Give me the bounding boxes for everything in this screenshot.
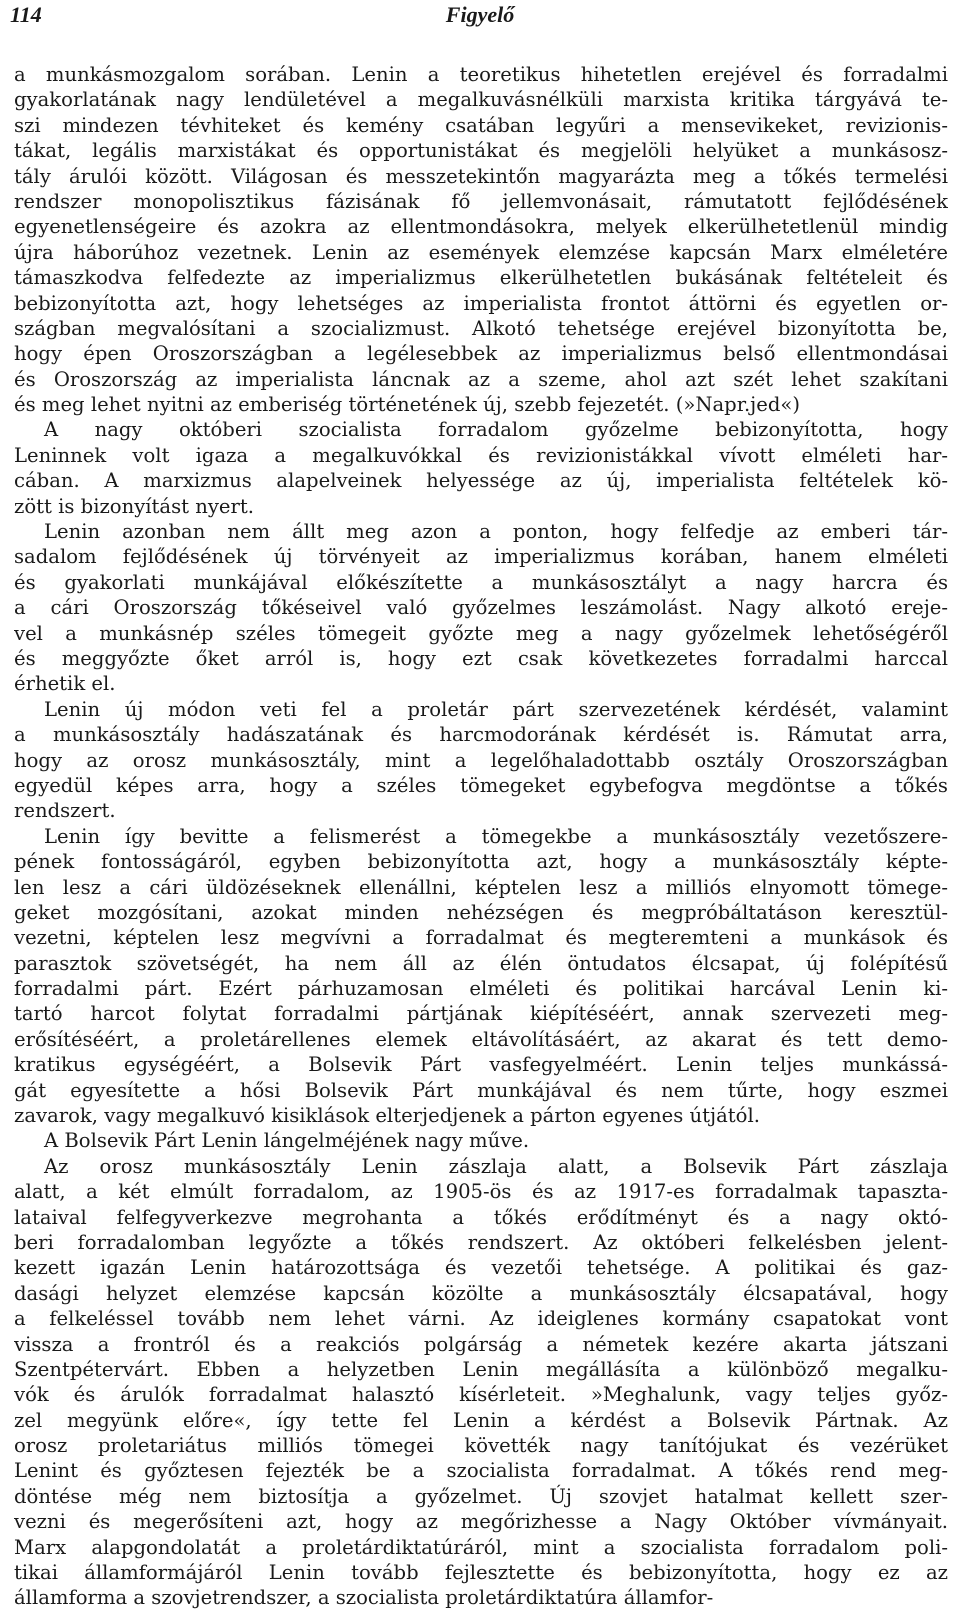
paragraph <box>14 697 948 824</box>
text-line: szágban megvalósítani a szocializmust. Alkotó tehetsége erejével bizonyította be, <box>14 316 948 340</box>
text-line: érhetik el. <box>14 672 116 696</box>
text-line: erősítéséért, a proletárellenes elemek eltávolításáért, az akarat és tett demo- <box>14 1027 948 1051</box>
text-line: hogy épen Oroszországban a legélesebbek az imperializmus belső ellentmondásai <box>14 342 948 366</box>
paragraph <box>14 417 948 519</box>
paragraph <box>14 824 948 1129</box>
running-head <box>0 0 960 40</box>
text-line: vissza a frontról és a reakciós polgárság a németek kezére akarta játszani <box>14 1332 948 1356</box>
text-line: vezetni, képtelen lesz megvívni a forradalmat és megteremteni a munkások és <box>14 926 948 950</box>
text-line: parasztok szövetségét, ha nem áll az élén öntudatos élcsapat, új folépítésű <box>14 951 948 975</box>
text-line: vók és árulók forradalmat halasztó kísérleteit. »Meghalunk, vagy teljes győz- <box>14 1383 948 1407</box>
text-line: alatt, a két elmúlt forradalom, az 1905-ös és az 1917-es forradalmak tapaszta- <box>14 1180 948 1204</box>
text-line: cában. A marxizmus alapelveinek helyessége az új, imperialista feltételek kö- <box>14 469 948 493</box>
text-line: Leninnek volt igaza a megalkuvókkal és revizionistákkal vívott elméleti har- <box>14 443 948 467</box>
text-line: és meg lehet nyitni az emberiség történetének új, szebb fejezetét. (»Napr.jed«) <box>14 393 801 417</box>
text-line: A Bolsevik Párt Lenin lángelméjének nagy műve. <box>44 1129 530 1153</box>
text-line: Lenin azonban nem állt meg azon a ponton, hogy felfedje az emberi tár- <box>44 520 948 544</box>
paragraph <box>14 1154 948 1611</box>
text-line: Marx alapgondolatát a proletárdiktatúráról, mint a szocialista forradalom poli- <box>14 1535 948 1559</box>
text-line: államforma a szovjetrendszer, a szocialista proletárdiktatúra államfor- <box>14 1586 714 1610</box>
text-line: gát egyesítette a hősi Bolsevik Párt munkájával és nem tűrte, hogy eszmei <box>14 1078 948 1102</box>
text-line: és meggyőzte őket arról is, hogy ezt csak következetes forradalmi harccal <box>14 646 948 670</box>
text-line: orosz proletariátus milliós tömegei követték nagy tanítójukat és vezérüket <box>14 1434 948 1458</box>
text-line: a munkásmozgalom sorában. Lenin a teoretikus hihetetlen erejével és forradalmi <box>14 63 948 86</box>
text-line: tartó harcot folytat forradalmi pártjának kiépítéséért, annak szervezeti meg- <box>14 1002 948 1026</box>
text-line: Az orosz munkásosztály Lenin zászlaja alatt, a Bolsevik Párt zászlaja <box>44 1154 948 1178</box>
text-line: a felkeléssel tovább nem lehet várni. Az ideiglenes kormány csapatokat vont <box>14 1307 948 1331</box>
text-line: szi mindezen tévhiteket és kemény csatában legyűri a mensevikeket, revizionis- <box>14 113 948 137</box>
text-line: tákat, legális marxistákat és opportunistákat és megjelöli helyüket a munkásosz- <box>14 139 948 163</box>
text-line: A nagy októberi szocialista forradalom győzelme bebizonyította, hogy <box>44 418 948 442</box>
text-line: zött is bizonyítást nyert. <box>14 494 254 518</box>
text-line: zel megyünk előre«, így tette fel Lenin a kérdést a Bolsevik Pártnak. Az <box>14 1408 948 1432</box>
journal-title: Figyelő <box>445 2 515 27</box>
text-line: rendszer monopolisztikus fázisának fő jellemvonásait, rámutatott fejlődésének <box>14 189 948 213</box>
text-line: lataival felfegyverkezve megrohanta a tőkés erődítményt és a nagy októ- <box>14 1205 948 1229</box>
text-line: támaszkodva felfedezte az imperializmus elkerülhetetlen bukásának feltételeit és <box>14 266 948 290</box>
text-line: a munkásosztály hadászatának és harcmodorának kérdését is. Rámutat arra, <box>14 723 948 747</box>
text-line: vel a munkásnép széles tömegeit győzte meg a nagy győzelmek lehetőségéről <box>14 621 948 645</box>
text-line: Lenint és győztesen fejezték be a szocialista forradalmat. A tőkés rend meg- <box>14 1459 948 1483</box>
text-line: forradalmi párt. Ezért párhuzamosan elméleti és politikai harcával Lenin ki- <box>14 977 948 1001</box>
text-line: egyedül képes arra, hogy a széles tömegeket egybefogva megdöntse a tőkés <box>14 773 948 797</box>
text-line: kezett igazán Lenin határozottsága és vezetői tehetsége. A politikai és gaz- <box>14 1256 948 1280</box>
text-line: beri forradalomban legyőzte a tőkés rendszert. Az októberi felkelésben jelent- <box>14 1230 948 1254</box>
paragraph <box>14 519 948 697</box>
text-line: hogy az orosz munkásosztály, mint a legelőhaladottabb osztály Oroszországban <box>14 748 948 772</box>
text-line: geket mozgósítani, azokat minden nehézségen és megpróbáltatáson keresztül- <box>14 900 948 924</box>
text-line: sadalom fejlődésének új törvényeit az imperializmus korában, hanem elméleti <box>14 545 948 569</box>
text-line: rendszert. <box>14 799 116 823</box>
text-line: újra háborúhoz vezetnek. Lenin az események elemzése kapcsán Marx elméletére <box>14 240 948 264</box>
text-line: Szentpétervárt. Ebben a helyzetben Lenin megállásíta a különböző megalku- <box>14 1357 948 1381</box>
text-line: pének fontosságáról, egyben bebizonyította azt, hogy a munkásosztály képte- <box>14 850 948 874</box>
text-line: és gyakorlati munkájával előkészítette a munkásosztályt a nagy harcra és <box>14 570 948 594</box>
text-line: tály árulói között. Világosan és messzetekintőn magyarázta meg a tőkés termelési <box>14 164 948 188</box>
text-line: Lenin így bevitte a felismerést a tömegekbe a munkásosztály vezetőszere- <box>44 824 948 848</box>
page-number: 114 <box>10 2 42 27</box>
text-line: a cári Oroszország tőkéseivel való győzelmes leszámolást. Nagy alkotó ereje- <box>14 596 948 620</box>
text-line: gyakorlatának nagy lendületével a megalkuvásnélküli marxista kritika tárgyává te- <box>14 88 948 112</box>
paragraph <box>14 62 948 417</box>
paragraph <box>14 1128 948 1153</box>
text-line: vezni és megerősíteni azt, hogy az megőrizhesse a Nagy Október vívmányait. <box>14 1510 948 1534</box>
text-line: dasági helyzet elemzése kapcsán közölte a munkásosztály élcsapatával, hogy <box>14 1281 948 1305</box>
body-text <box>14 62 948 1611</box>
text-line: len lesz a cári üldözéseknek ellenállni, képtelen lesz a milliós elnyomott tömege- <box>14 875 948 899</box>
text-line: zavarok, vagy megalkuvó kisiklások elterjedjenek a párton egyenes útjától. <box>14 1104 760 1128</box>
text-line: bebizonyította azt, hogy lehetséges az imperialista frontot áttörni és egyetlen or- <box>14 291 948 315</box>
text-line: és Oroszország az imperialista láncnak az a szeme, ahol azt szét lehet szakítani <box>14 367 948 391</box>
text-line: kratikus egységéért, a Bolsevik Párt vasfegyelméért. Lenin teljes munkássá- <box>14 1053 948 1077</box>
text-line: Lenin új módon veti fel a proletár párt szervezetének kérdését, valamint <box>44 697 948 721</box>
text-line: tikai államformájáról Lenin tovább fejlesztette és bebizonyította, hogy ez az <box>14 1561 948 1585</box>
text-line: egyenetlenségeire és azokra az ellentmondásokra, melyek elkerülhetetlenül mindig <box>14 215 948 239</box>
text-line: döntése még nem biztosítja a győzelmet. Új szovjet hatalmat kellett szer- <box>14 1484 948 1508</box>
